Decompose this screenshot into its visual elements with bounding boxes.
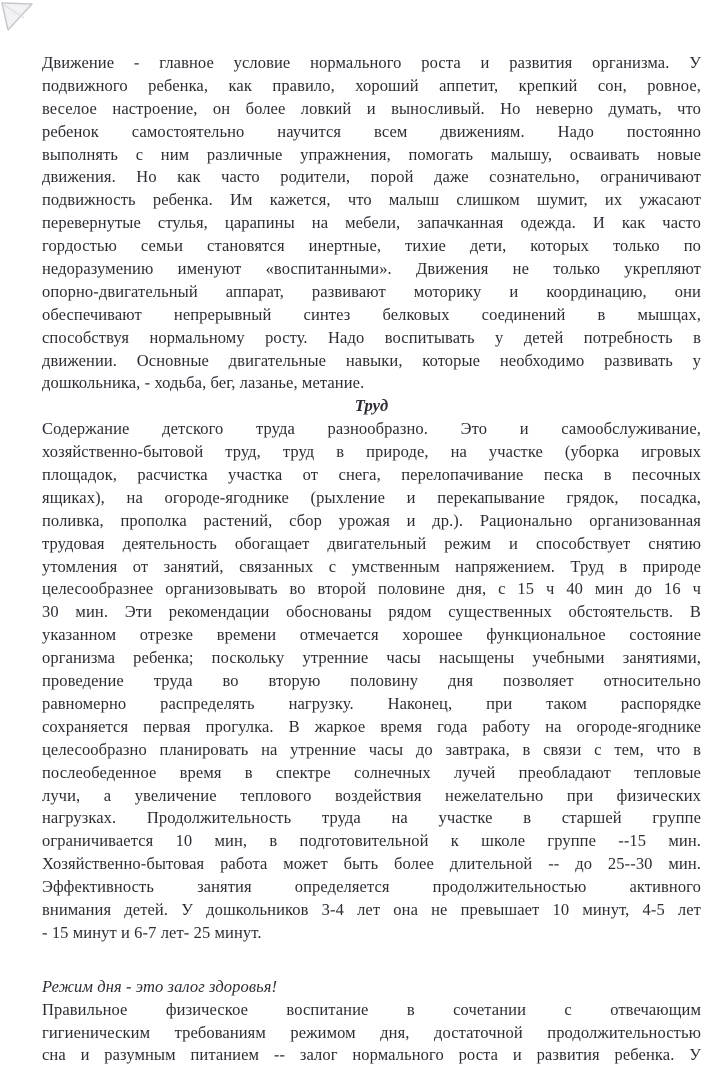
text-line: - 15 минут и 6-7 лет- 25 минут. [42, 922, 262, 942]
page-corner-fold-icon [0, 0, 50, 44]
text-line: подвижного ребенка, как правило, хороший аппетит, крепкий сон, ровное, [42, 75, 701, 95]
text-line: Эффективность занятия определяется продолжительностью активного [42, 877, 701, 897]
section-heading-regime: Режим дня - это залог здоровья! [42, 976, 278, 996]
text-line: внимания детей. У дошкольников 3-4 лет она не превышает 10 минут, 4-5 лет [42, 899, 701, 919]
text-line: Правильное физическое воспитание в сочетании с отвечающим [42, 999, 701, 1019]
text-line: 30 мин. Эти рекомендации обоснованы рядом существенных обстоятельств. В [42, 602, 701, 622]
text-line: движения. Но как часто родители, порой даже сознательно, ограничивают [42, 167, 701, 187]
text-line: сохраняется первая прогулка. В жаркое время года работу на огороде-ягоднике [42, 716, 701, 736]
text-line: хозяйственно-бытовой труд, труд в природе, на участке (уборка игровых [42, 442, 701, 462]
text-line: недоразумению именуют «воспитанными». Движения не только укрепляют [42, 259, 701, 279]
text-line: Движение - главное условие нормального роста и развития организма. У [42, 53, 701, 72]
text-line: способствуя нормальному росту. Надо воспитывать у детей потребность в [42, 327, 701, 347]
text-line: послеобеденное время в спектре солнечных лучей преобладают тепловые [42, 762, 701, 782]
text-line: целесообразнее организовывать во второй половине дня, с 15 ч 40 мин до 16 ч [42, 579, 701, 599]
text-line: поливка, прополка растений, сбор урожая и др.). Рационально организованная [42, 510, 701, 530]
text-line: равномерно распределять нагрузку. Наконец, при таком распорядке [42, 693, 701, 713]
section-heading-trud: Труд [354, 396, 389, 416]
paragraph-movement [42, 52, 701, 395]
text-line: дошкольника, - ходьба, бег, лазанье, метание. [42, 373, 365, 393]
text-line: обеспечивают непрерывный синтез белковых соединений в мышцах, [42, 304, 701, 324]
text-line: перевернутые стулья, царапины на мебели, запачканная одежда. И как часто [42, 213, 701, 233]
text-line: ограничивается 10 мин, в подготовительной к школе группе --15 мин. [42, 831, 701, 851]
text-line: Содержание детского труда разнообразно. Это и самообслуживание, [42, 419, 701, 439]
text-line: подвижность ребенка. Им кажется, что малыш слишком шумит, их ужасают [42, 190, 701, 210]
paragraph-regime [42, 999, 701, 1068]
text-line: проведение труда во вторую половину дня позволяет относительно [42, 671, 701, 691]
paragraph-trud [42, 418, 701, 944]
text-block [42, 52, 701, 1067]
text-line: Хозяйственно-бытовая работа может быть более длительной -- до 25--30 мин. [42, 854, 701, 874]
text-line: площадок, расчистка участка от снега, перелопачивание песка в песочных [42, 465, 701, 485]
text-line: целесообразно планировать на утренние часы до завтрака, в связи с тем, что в [42, 739, 701, 759]
text-line: ящиках), на огороде-ягоднике (рыхление и перекапывание грядок, посадка, [42, 487, 701, 507]
text-line: движении. Основные двигательные навыки, которые необходимо развивать у [42, 350, 701, 370]
text-line: организма ребенка; поскольку утренние часы насыщены учебными занятиями, [42, 648, 701, 668]
text-line: трудовая деятельность обогащает двигательный режим и способствует снятию [42, 533, 701, 553]
text-line: выполнять с ним различные упражнения, помогать малышу, осваивать новые [42, 144, 701, 164]
text-line: опорно-двигательный аппарат, развивают моторику и координацию, они [42, 281, 701, 301]
text-line: гордостью семьи становятся инертные, тихие дети, которых только по [42, 236, 701, 256]
text-line: лучи, а увеличение теплового воздействия нежелательно при физических [42, 785, 701, 805]
text-line: гигиеническим требованиям режимом дня, достаточной продолжительностью [42, 1022, 701, 1042]
text-line: утомления от занятий, связанных с умственным напряжением. Труд в природе [42, 556, 701, 576]
text-line: веселое настроение, он более ловкий и выносливый. Но неверно думать, что [42, 98, 701, 118]
text-line: сна и разумным питанием -- залог нормального роста и развития ребенка. У [42, 1045, 701, 1065]
text-line: ребенок самостоятельно научится всем движениям. Надо постоянно [42, 121, 701, 141]
text-line: нагрузках. Продолжительность труда на участке в старшей группе [42, 808, 701, 828]
text-line: указанном отрезке времени отмечается хорошее функциональное состояние [42, 625, 701, 645]
